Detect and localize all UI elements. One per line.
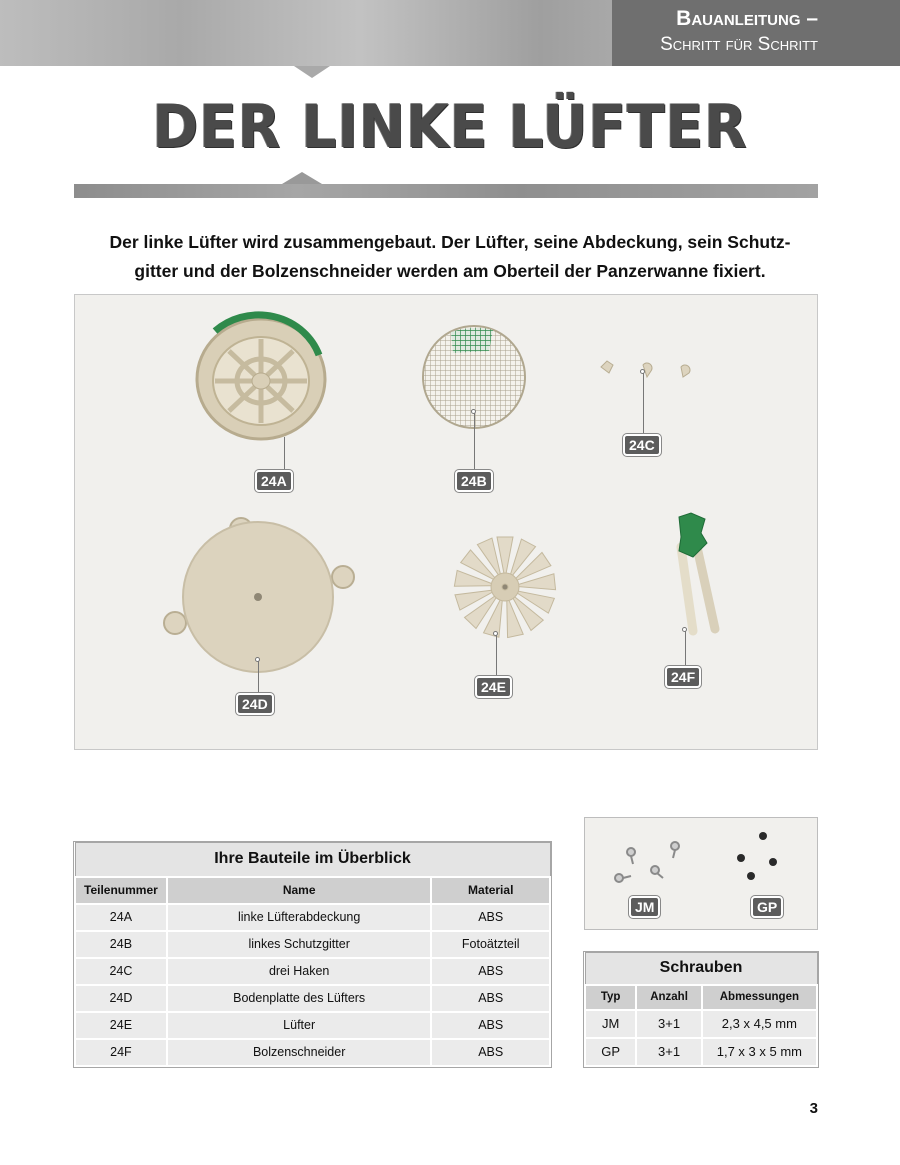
intro-text: [60, 228, 840, 286]
leader-24d: [258, 661, 259, 693]
screws-photo: [584, 817, 818, 930]
part-24d-base: [164, 518, 354, 672]
screw-dimensions: 1,7 x 3 x 5 mm: [702, 1038, 817, 1066]
label-jm: JM: [629, 896, 660, 918]
table-row: [585, 1038, 817, 1066]
label-24d: 24D: [236, 693, 274, 715]
title-rule-notch: [282, 172, 322, 184]
part-name: Bodenplatte des Lüfters: [167, 985, 432, 1012]
leader-24f: [685, 631, 686, 667]
parts-header-number: Teilenummer: [75, 877, 167, 904]
leader-dot-24e: [493, 631, 498, 636]
part-material: ABS: [431, 985, 550, 1012]
intro-line1: Der linke Lüfter wird zusammengebaut. Der Lüfter, seine Abdeckung, sein Schutz-: [109, 232, 791, 252]
leader-dot-24b: [471, 409, 476, 414]
parts-photo: [74, 294, 818, 750]
leader-24a: [284, 437, 285, 471]
table-row: [75, 1012, 550, 1039]
intro-line2: gitter und der Bolzenschneider werden am Oberteil der Panzerwanne fixiert.: [134, 261, 766, 281]
screws-illustration: [585, 818, 819, 931]
label-24a: 24A: [255, 470, 293, 492]
screws-gp: [737, 832, 777, 880]
label-gp: GP: [751, 896, 783, 918]
leader-24c: [643, 373, 644, 435]
header-notch: [294, 66, 330, 78]
screws-header-count: Anzahl: [636, 985, 701, 1010]
leader-dot-24d: [255, 657, 260, 662]
part-24e-fan: [454, 537, 555, 638]
page-number: 3: [809, 1100, 818, 1117]
screw-count: 3+1: [636, 1010, 701, 1038]
part-material: Fotoätzteil: [431, 931, 550, 958]
table-row: [75, 1039, 550, 1066]
table-row: [585, 1010, 817, 1038]
leader-24b: [474, 413, 475, 471]
label-24b: 24B: [455, 470, 493, 492]
part-material: ABS: [431, 1012, 550, 1039]
part-number: 24E: [75, 1012, 167, 1039]
label-24c: 24C: [623, 434, 661, 456]
leader-dot-24f: [682, 627, 687, 632]
part-number: 24F: [75, 1039, 167, 1066]
screws-table: [584, 952, 818, 1067]
part-name: Bolzenschneider: [167, 1039, 432, 1066]
part-number: 24B: [75, 931, 167, 958]
part-material: ABS: [431, 1039, 550, 1066]
table-row: [75, 985, 550, 1012]
screws-table-caption: Schrauben: [585, 953, 817, 985]
screws-jm: [615, 842, 679, 882]
part-material: ABS: [431, 958, 550, 985]
section-header-line1: Bauanleitung –: [676, 7, 818, 30]
screw-type: JM: [585, 1010, 636, 1038]
section-header: [612, 0, 900, 66]
part-24f-cutter: [679, 513, 715, 631]
table-row: [75, 904, 550, 931]
screw-type: GP: [585, 1038, 636, 1066]
table-row: [75, 931, 550, 958]
label-24e: 24E: [475, 676, 512, 698]
page-title: DER LINKE LÜFTER: [152, 92, 748, 162]
leader-24e: [496, 635, 497, 677]
title-rule: [74, 184, 818, 198]
parts-table-caption: Ihre Bauteile im Überblick: [75, 843, 550, 877]
label-24f: 24F: [665, 666, 701, 688]
parts-photo-illustration: [75, 295, 819, 751]
part-name: linkes Schutzgitter: [167, 931, 432, 958]
part-name: linke Lüfterabdeckung: [167, 904, 432, 931]
leader-dot-24c: [640, 369, 645, 374]
part-24c-hooks: [601, 361, 690, 377]
parts-header-name: Name: [167, 877, 432, 904]
part-name: Lüfter: [167, 1012, 432, 1039]
screw-count: 3+1: [636, 1038, 701, 1066]
part-number: 24D: [75, 985, 167, 1012]
parts-table: [74, 842, 551, 1067]
parts-header-material: Material: [431, 877, 550, 904]
screws-header-type: Typ: [585, 985, 636, 1010]
part-material: ABS: [431, 904, 550, 931]
part-number: 24C: [75, 958, 167, 985]
screws-header-dimensions: Abmessungen: [702, 985, 817, 1010]
part-24a-cover: [197, 315, 325, 439]
section-header-line2: Schritt für Schritt: [660, 34, 818, 55]
screw-dimensions: 2,3 x 4,5 mm: [702, 1010, 817, 1038]
table-row: [75, 958, 550, 985]
part-name: drei Haken: [167, 958, 432, 985]
part-number: 24A: [75, 904, 167, 931]
